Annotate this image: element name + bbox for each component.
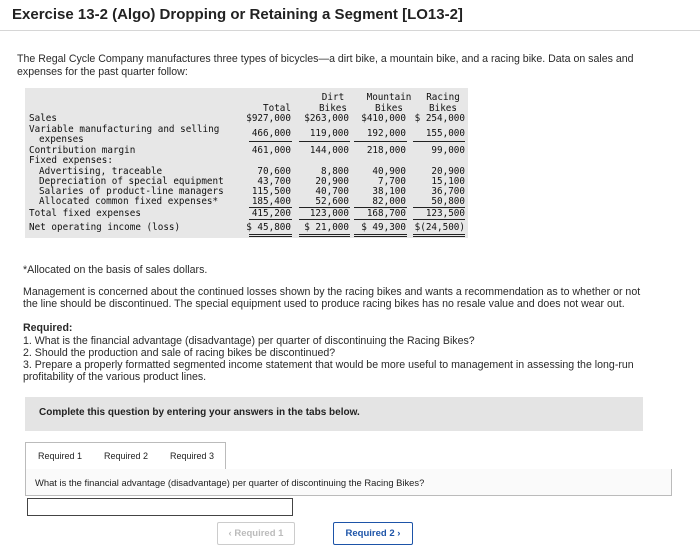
- chevron-right-icon: ›: [397, 528, 401, 539]
- cell: 70,600: [257, 166, 291, 177]
- footnote: *Allocated on the basis of sales dollars.: [23, 264, 208, 276]
- row-label-salaries: Salaries of product-line managers: [39, 186, 224, 197]
- cell: 99,000: [431, 145, 465, 156]
- row-label-variable-2: expenses: [39, 134, 84, 145]
- requirement-3-line2: profitability of the various product lines.: [23, 371, 207, 383]
- row-label-fixed: Fixed expenses:: [29, 155, 113, 166]
- cell: 168,700: [366, 208, 406, 219]
- cell: 144,000: [309, 145, 349, 156]
- instructions-banner: [25, 397, 643, 431]
- cell: $263,000: [304, 113, 349, 124]
- row-label-sales: Sales: [29, 113, 57, 124]
- answer-label-cell[interactable]: [27, 498, 201, 516]
- next-label: Required 2: [345, 528, 395, 539]
- cell: $927,000: [246, 113, 291, 124]
- cell: 466,000: [251, 128, 291, 139]
- row-label-depreciation: Depreciation of special equipment: [39, 176, 224, 187]
- col-header-dirt-2: Bikes: [319, 103, 347, 114]
- cell: 82,000: [372, 196, 406, 207]
- answer-input[interactable]: [200, 498, 293, 516]
- cell: 7,700: [378, 176, 406, 187]
- cell: 218,000: [366, 145, 406, 156]
- cell: 185,400: [251, 196, 291, 207]
- requirement-2: 2. Should the production and sale of racing bikes be discontinued?: [23, 347, 336, 359]
- cell: 40,900: [372, 166, 406, 177]
- cell: 192,000: [366, 128, 406, 139]
- intro-text-line2: expenses for the past quarter follow:: [17, 66, 188, 78]
- management-text-line2: the line should be discontinued. The special equipment used to produce racing bikes has no resale value and does not wear out.: [23, 298, 625, 310]
- cell: 123,500: [425, 208, 465, 219]
- col-header-mountain-2: Bikes: [375, 103, 403, 114]
- col-header-racing: Racing: [426, 92, 460, 103]
- row-label-allocated: Allocated common fixed expenses*: [39, 196, 219, 207]
- prev-button[interactable]: [217, 522, 295, 545]
- requirement-1: 1. What is the financial advantage (disadvantage) per quarter of discontinuing the Racing Bikes?: [23, 335, 475, 347]
- financial-data-table: [25, 88, 468, 238]
- tab-bar: [25, 442, 670, 470]
- cell: 38,100: [372, 186, 406, 197]
- cell: $ 254,000: [414, 113, 465, 124]
- col-header-dirt: Dirt: [321, 92, 345, 103]
- row-label-total-fixed: Total fixed expenses: [29, 208, 141, 219]
- cell: 115,500: [251, 186, 291, 197]
- requirement-3-line1: 3. Prepare a properly formatted segmented income statement that would be more useful to management in assessing the long-run: [23, 359, 634, 371]
- row-label-variable: Variable manufacturing and selling: [29, 124, 220, 135]
- cell: 155,000: [425, 128, 465, 139]
- cell: 123,000: [309, 208, 349, 219]
- chevron-left-icon: ‹: [228, 528, 232, 539]
- question-text: What is the financial advantage (disadvantage) per quarter of discontinuing the Racing Bikes?: [35, 477, 425, 488]
- next-button[interactable]: [333, 522, 413, 545]
- col-header-total: Total: [263, 103, 291, 114]
- cell: 40,700: [315, 186, 349, 197]
- cell: $(24,500): [414, 222, 465, 233]
- cell: 43,700: [257, 176, 291, 187]
- cell: $410,000: [361, 113, 406, 124]
- prev-label: Required 1: [234, 528, 284, 539]
- management-text-line1: Management is concerned about the continued losses shown by the racing bikes and wants a recommendation as to whether or not: [23, 286, 641, 298]
- tab-required-1[interactable]: Required 1: [25, 442, 95, 471]
- instructions-text: Complete this question by entering your answers in the tabs below.: [39, 407, 360, 418]
- cell: 52,600: [315, 196, 349, 207]
- row-label-advertising: Advertising, traceable: [39, 166, 163, 177]
- col-header-mountain: Mountain: [366, 92, 412, 103]
- cell: 50,800: [431, 196, 465, 207]
- row-label-net-operating: Net operating income (loss): [29, 222, 181, 233]
- cell: 36,700: [431, 186, 465, 197]
- required-heading: Required:: [23, 322, 73, 334]
- intro-text-line1: The Regal Cycle Company manufactures three types of bicycles—a dirt bike, a mountain bike, and a racing bike. Data on sales and: [17, 53, 634, 65]
- cell: 15,100: [431, 176, 465, 187]
- cell: $ 45,800: [246, 222, 291, 233]
- tab-required-3[interactable]: Required 3: [159, 442, 226, 470]
- cell: 20,900: [431, 166, 465, 177]
- cell: 461,000: [251, 145, 291, 156]
- cell: 8,800: [321, 166, 349, 177]
- cell: 415,200: [251, 208, 291, 219]
- cell: 20,900: [315, 176, 349, 187]
- row-label-contribution: Contribution margin: [29, 145, 136, 156]
- page-title: Exercise 13-2 (Algo) Dropping or Retaining a Segment [LO13-2]: [12, 6, 463, 23]
- cell: $ 49,300: [361, 222, 406, 233]
- question-panel: [25, 469, 672, 496]
- tab-required-2[interactable]: Required 2: [93, 442, 160, 470]
- cell: 119,000: [309, 128, 349, 139]
- cell: $ 21,000: [304, 222, 349, 233]
- col-header-racing-2: Bikes: [429, 103, 457, 114]
- title-divider: [0, 30, 700, 31]
